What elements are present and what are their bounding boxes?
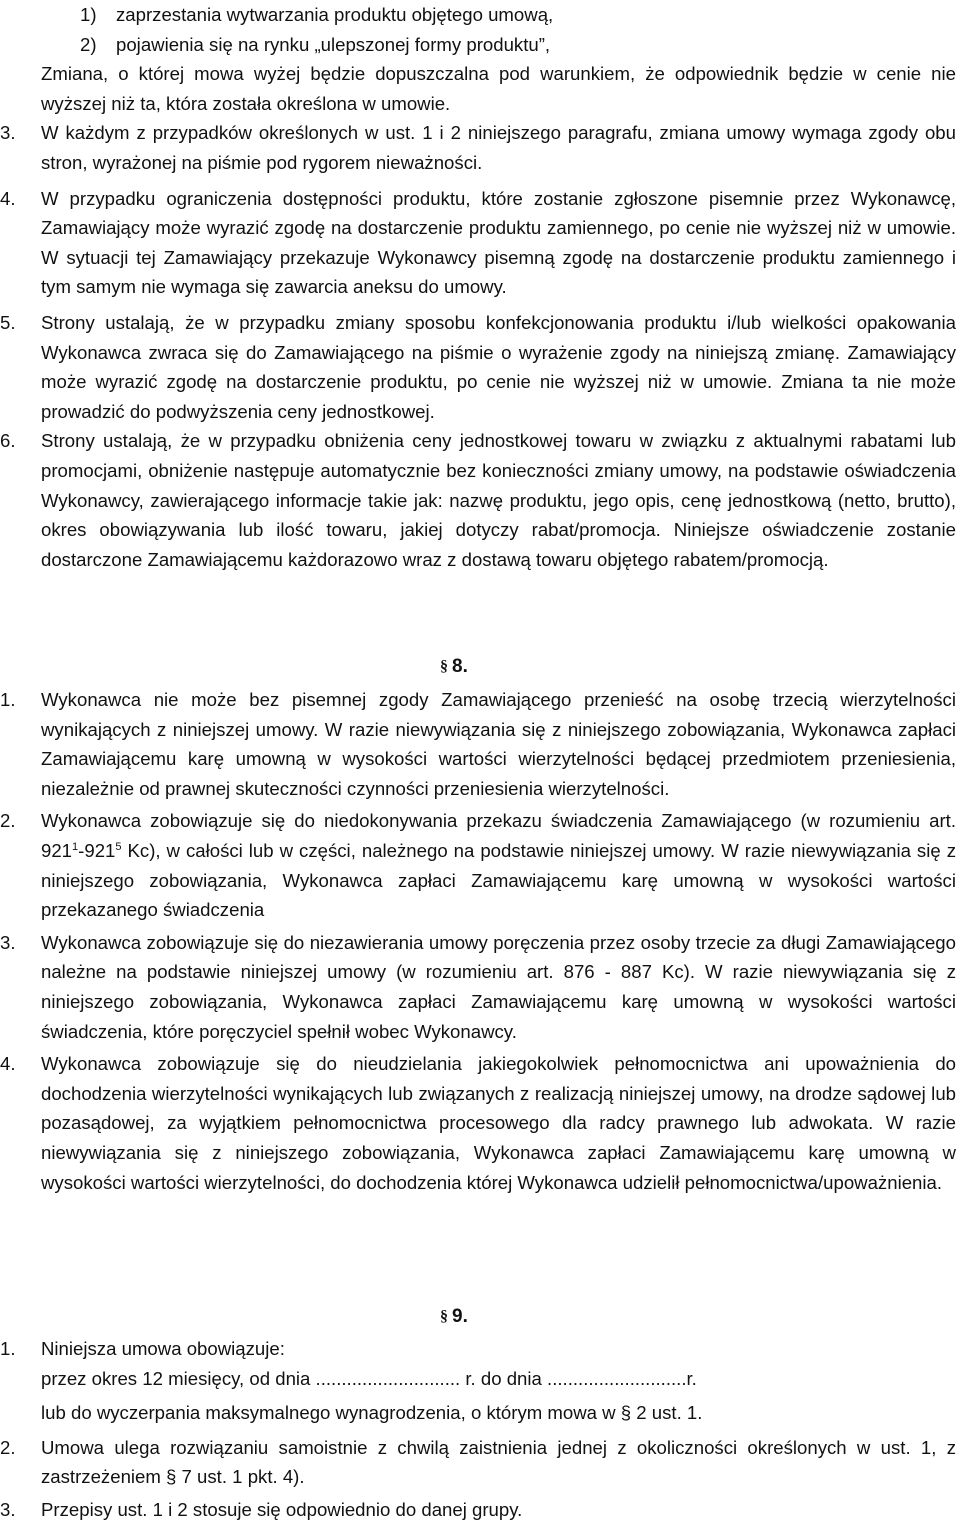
item-number: 4. — [0, 1053, 16, 1075]
section-number: 9. — [452, 1306, 468, 1327]
list-item — [0, 30, 960, 60]
item-number: 3. — [0, 122, 16, 144]
item-lead: Niniejsza umowa obowiązuje: — [41, 1338, 285, 1359]
item-number: 5. — [0, 311, 16, 333]
section-8 — [0, 685, 960, 1197]
item-number: 2. — [0, 1436, 16, 1458]
item-text — [41, 806, 956, 924]
item-text: Wykonawca zobowiązuje się do niezawierania umowy poręczenia przez osoby trzecie za długi Zamawiającego należne na podstawie niniejszej umowy (w rozumieniu art. 876 - 887 Kc). W razie niewywiązania się z niniejszego zobowiązania, Wykonawca zapłaci Zamawiającemu karę umowną w wysokości wartości świadczenia, które poręczyciel spełnił wobec Wykonawcy. — [41, 931, 956, 1042]
list-item — [0, 1334, 960, 1428]
item-number: 1) — [80, 4, 97, 25]
superscript: 5 — [115, 840, 122, 853]
item-number: 3. — [0, 1498, 16, 1520]
item-line: lub do wyczerpania maksymalnego wynagrodzenia, o którym mowa w § 2 ust. 1. — [41, 1402, 703, 1424]
paragraph: Zmiana, o której mowa wyżej będzie dopuszczalna pod warunkiem, że odpowiednik będzie w cenie nie wyższej niż ta, która została określona w umowie. — [41, 63, 956, 114]
item-text: Wykonawca nie może bez pisemnej zgody Zamawiającego przenieść na osobę trzecią wierzytelności wynikających z niniejszej umowy. W razie niewywiązania się z niniejszego zobowiązania, Wykonawca zapłaci Zamawiającemu karę umowną w wysokości wartości wierzytelności będącej przedmiotem przeniesienia, niezależnie od prawnej skuteczności czynności przeniesienia wierzytelności. — [41, 689, 956, 799]
item-number: 6. — [0, 430, 16, 452]
section-symbol: § — [440, 658, 448, 676]
list-item — [0, 118, 960, 177]
list-item — [0, 0, 960, 30]
list-item — [0, 1495, 960, 1525]
section-9 — [0, 1334, 960, 1525]
list-item — [0, 685, 960, 803]
item-number: 1. — [0, 1338, 16, 1359]
item-text: Strony ustalają, że w przypadku zmiany sposobu konfekcjonowania produktu i/lub wielkości opakowania Wykonawca zwraca się do Zamawiającego na piśmie o wyrażenie zgody na niniejszą zmianę. Zamawiający może wyrazić zgodę na dostarczenie produktu, po cenie nie wyższej niż w umowie. Zmiana ta nie może prowadzić do podwyższenia ceny jednostkowej. — [41, 311, 956, 422]
section-heading — [440, 652, 468, 682]
item-number: 3. — [0, 931, 16, 953]
item-text: pojawienia się na rynku „ulepszonej formy produktu”, — [116, 33, 551, 55]
item-text: W każdym z przypadków określonych w ust. 1 i 2 niniejszego paragrafu, zmiana umowy wymaga zgody obu stron, wyrażonej na piśmie pod rygorem nieważności. — [41, 122, 956, 173]
text-run: Kc), w całości lub w części, należnego na podstawie niniejszej umowy. W razie niewywiązania się z niniejszego zobowiązania, Wykonawca zapłaci Zamawiającemu karę umowną w wysokości wartości przekazanego świadczenia — [41, 839, 956, 921]
list-item — [0, 184, 960, 302]
item-line: przez okres 12 miesięcy, od dnia ............................ r. do dnia ...........................r. — [41, 1367, 697, 1389]
list-item — [0, 806, 960, 924]
superscript: 1 — [72, 840, 79, 853]
list-item — [0, 1433, 960, 1492]
list-item — [0, 426, 960, 574]
text-run: -921 — [78, 839, 116, 861]
item-number: 2) — [80, 33, 97, 55]
section-heading — [440, 1302, 468, 1332]
item-text: Umowa ulega rozwiązaniu samoistnie z chwilą zaistnienia jednej z okoliczności określonych w ust. 1, z zastrzeżeniem § 7 ust. 1 pkt. 4). — [41, 1436, 956, 1488]
section-number: 8. — [452, 656, 468, 677]
item-number: 4. — [0, 187, 16, 209]
item-text — [41, 1334, 956, 1428]
section-symbol: § — [440, 1308, 448, 1326]
section-7-continuation — [0, 0, 960, 574]
item-text: Wykonawca zobowiązuje się do nieudzielania jakiegokolwiek pełnomocnictwa ani upoważnienia do dochodzenia wierzytelności wynikających lub związanych z realizacją niniejszej umowy, na drodze sądowej lub pozasądowej, za wyjątkiem pełnomocnictwa procesowego dla radcy prawnego lub adwokata. W razie niewywiązania się z niniejszego zobowiązania, Wykonawca zapłaci Zamawiającemu karę umowną w wysokości wartości wierzytelności, do dochodzenia której Wykonawca udzielił pełnomocnictwa/upoważnienia. — [41, 1053, 956, 1193]
list-item — [0, 308, 960, 426]
list-item — [0, 1049, 960, 1197]
item-text: W przypadku ograniczenia dostępności produktu, które zostanie zgłoszone pisemnie przez Wykonawcę, Zamawiający może wyrazić zgodę na dostarczenie produktu zamiennego, po cenie nie wyższej niż w umowie. W sytuacji tej Zamawiający przekazuje Wykonawcy pisemną zgodę na dostarczenie produktu zamiennego i tym samym nie wymaga się zawarcia aneksu do umowy. — [41, 187, 956, 298]
item-text: Strony ustalają, że w przypadku obniżenia ceny jednostkowej towaru w związku z aktualnymi rabatami lub promocjami, obniżenie następuje automatycznie bez konieczności zmiany umowy, na podstawie oświadczenia Wykonawcy, zawierającego informacje takie jak: nazwę produktu, jego opis, cenę jednostkową (netto, brutto), okres obowiązywania lub ilość towaru, jakiej dotyczy rabat/promocja. Niniejsze oświadczenie zostanie dostarczone Zamawiającemu każdorazowo wraz z dostawą towaru objętego rabatem/promocją. — [41, 430, 956, 570]
text-run: Wykonawca zobowiązuje się do niedokonywania przekazu świadczenia Zamawiającego (w rozumieniu art. 921 — [41, 810, 956, 861]
list-item — [0, 928, 960, 1046]
item-text: Przepisy ust. 1 i 2 stosuje się odpowiednio do danej grupy. — [41, 1498, 523, 1520]
item-text: zaprzestania wytwarzania produktu objętego umową, — [116, 4, 554, 25]
item-number: 1. — [0, 689, 16, 710]
item-number: 2. — [0, 810, 16, 832]
